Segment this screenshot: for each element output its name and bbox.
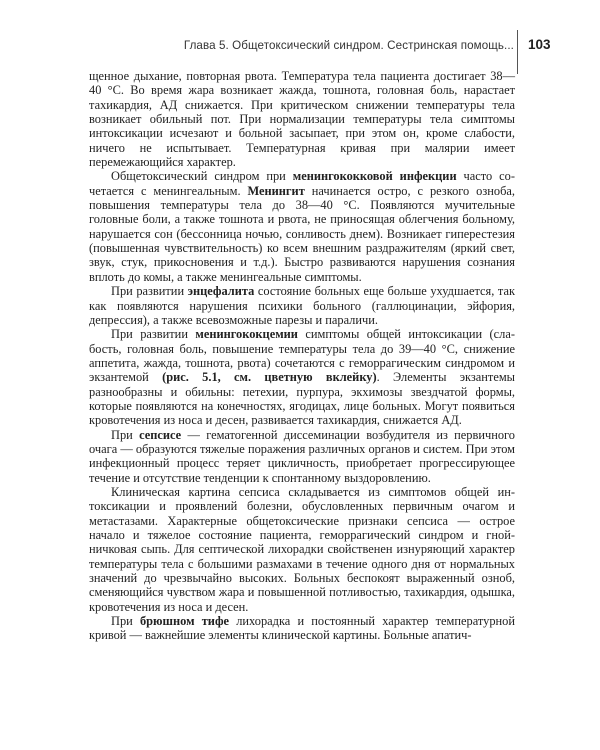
- body-text: [89, 69, 515, 643]
- text-segment: состояние больных еще больше ухудшается, так как появляются нарушения психики больного (галлюцинации, эйфория, депрессия), а также всевозможные парезы и параличи.: [89, 284, 515, 327]
- paragraph: [89, 428, 515, 485]
- paragraph: [89, 485, 515, 614]
- paragraph: [89, 284, 515, 327]
- text-segment: начинается остро, с резкого озноба, повышения температуры тела до 38—40 °С. Появляются мучительные головные боли, а также тошнота и рвота, не приносящая облегчения больному, нарушается сон (бессонница ночью, сонливость днем). Возникает гиперестезия (повышенная чувствительность) ко всем внешним раздражителям (яркий свет, звук, стук, прикосновения и т.д.). Быстро развиваются нарушения сознания вплоть до комы, а также менингеальные симптомы.: [89, 183, 515, 284]
- page-header: [0, 30, 600, 74]
- text-segment: щенное дыхание, повторная рвота. Температура тела пациента достигает 38—40 °С. Во время жара возникает жажда, тошнота, головная боль, нарастает тахикардия, АД снижается. При критическом снижении температуры тела возникает обильный пот. При нормализации температуры тела симптомы интоксикации исчезают и больной засыпает, при этом он, кроме слабости, ничего не испытывает. Температурная кривая при малярии имеет перемежающийся характер.: [89, 69, 515, 170]
- text-segment: При: [111, 427, 140, 442]
- text-segment: лихорадка и постоянный характер температурной кривой — важнейшие элементы клинической картины. Больные апатич-: [89, 614, 515, 643]
- text-segment: При развитии: [111, 327, 196, 342]
- term-meningococcal-infection: менингококковой инфекции: [292, 169, 457, 184]
- paragraph: [89, 169, 515, 284]
- text-segment: При: [111, 614, 140, 629]
- paragraph: [89, 614, 515, 643]
- term-meningococcemia: менингококцемии: [195, 327, 298, 342]
- text-segment: часто сочетается с менингеальным.: [89, 169, 515, 198]
- paragraph: [89, 327, 515, 427]
- term-encephalitis: энцефалита: [187, 284, 255, 299]
- figure-reference: (рис. 5.1, см. цветную вклейку): [162, 370, 377, 385]
- text-segment: При развитии: [111, 284, 188, 299]
- page-number: 103: [528, 37, 551, 52]
- term-sepsis: сепсисе: [139, 427, 182, 442]
- header-divider: [517, 30, 518, 74]
- text-segment: симптомы общей интоксикации (слабость, головная боль, повышение температуры тела до 39—40 °С, снижение аппетита, жажда, тошнота, рвота) сочетаются с геморрагическим синдромом и экзантемой: [89, 327, 515, 385]
- text-segment: Общетоксический синдром при: [111, 169, 293, 184]
- paragraph: [89, 69, 515, 169]
- term-meningitis: Менингит: [247, 183, 305, 198]
- text-segment: . Элементы экзантемы разнообразны и обильны: петехии, пурпура, экхимозы звездчатой формы, которые появляются на конечностях, ягодицах, лице больных. Могут появиться кровотечения из носа и десен, развивается тахикардия, снижается АД.: [89, 370, 515, 428]
- text-segment: Клиническая картина сепсиса складывается из симптомов общей интоксикации и проявлений болезни, обусловленных первичным очагом и метастазами. Характерные общетоксические признаки сепсиса — острое начало и тяжелое состояние пациента, геморрагический синдром и гнойничковая сыпь. Для септической лихорадки свойственен изнуряющий характер температуры тела с большими размахами в течение одного дня от нормальных значений до чрезвычайно высоких. Больных беспокоят выраженный озноб, сменяющийся чувством жара и повышенной потливостью, тахикардия, одышка, кровотечения из носа и десен.: [89, 484, 515, 614]
- text-segment: — гематогенной диссеминации возбудителя из первичного очага — образуются тяжелые поражения различных органов и систем. При этом инфекционный процесс теряет цикличность, приобретает прогрессирующее течение и отсутствие тенденции к спонтанному выздоровлению.: [89, 427, 516, 485]
- running-title: Глава 5. Общетоксический синдром. Сестринская помощь...: [183, 39, 514, 52]
- term-typhoid-fever: брюшном тифе: [139, 614, 230, 629]
